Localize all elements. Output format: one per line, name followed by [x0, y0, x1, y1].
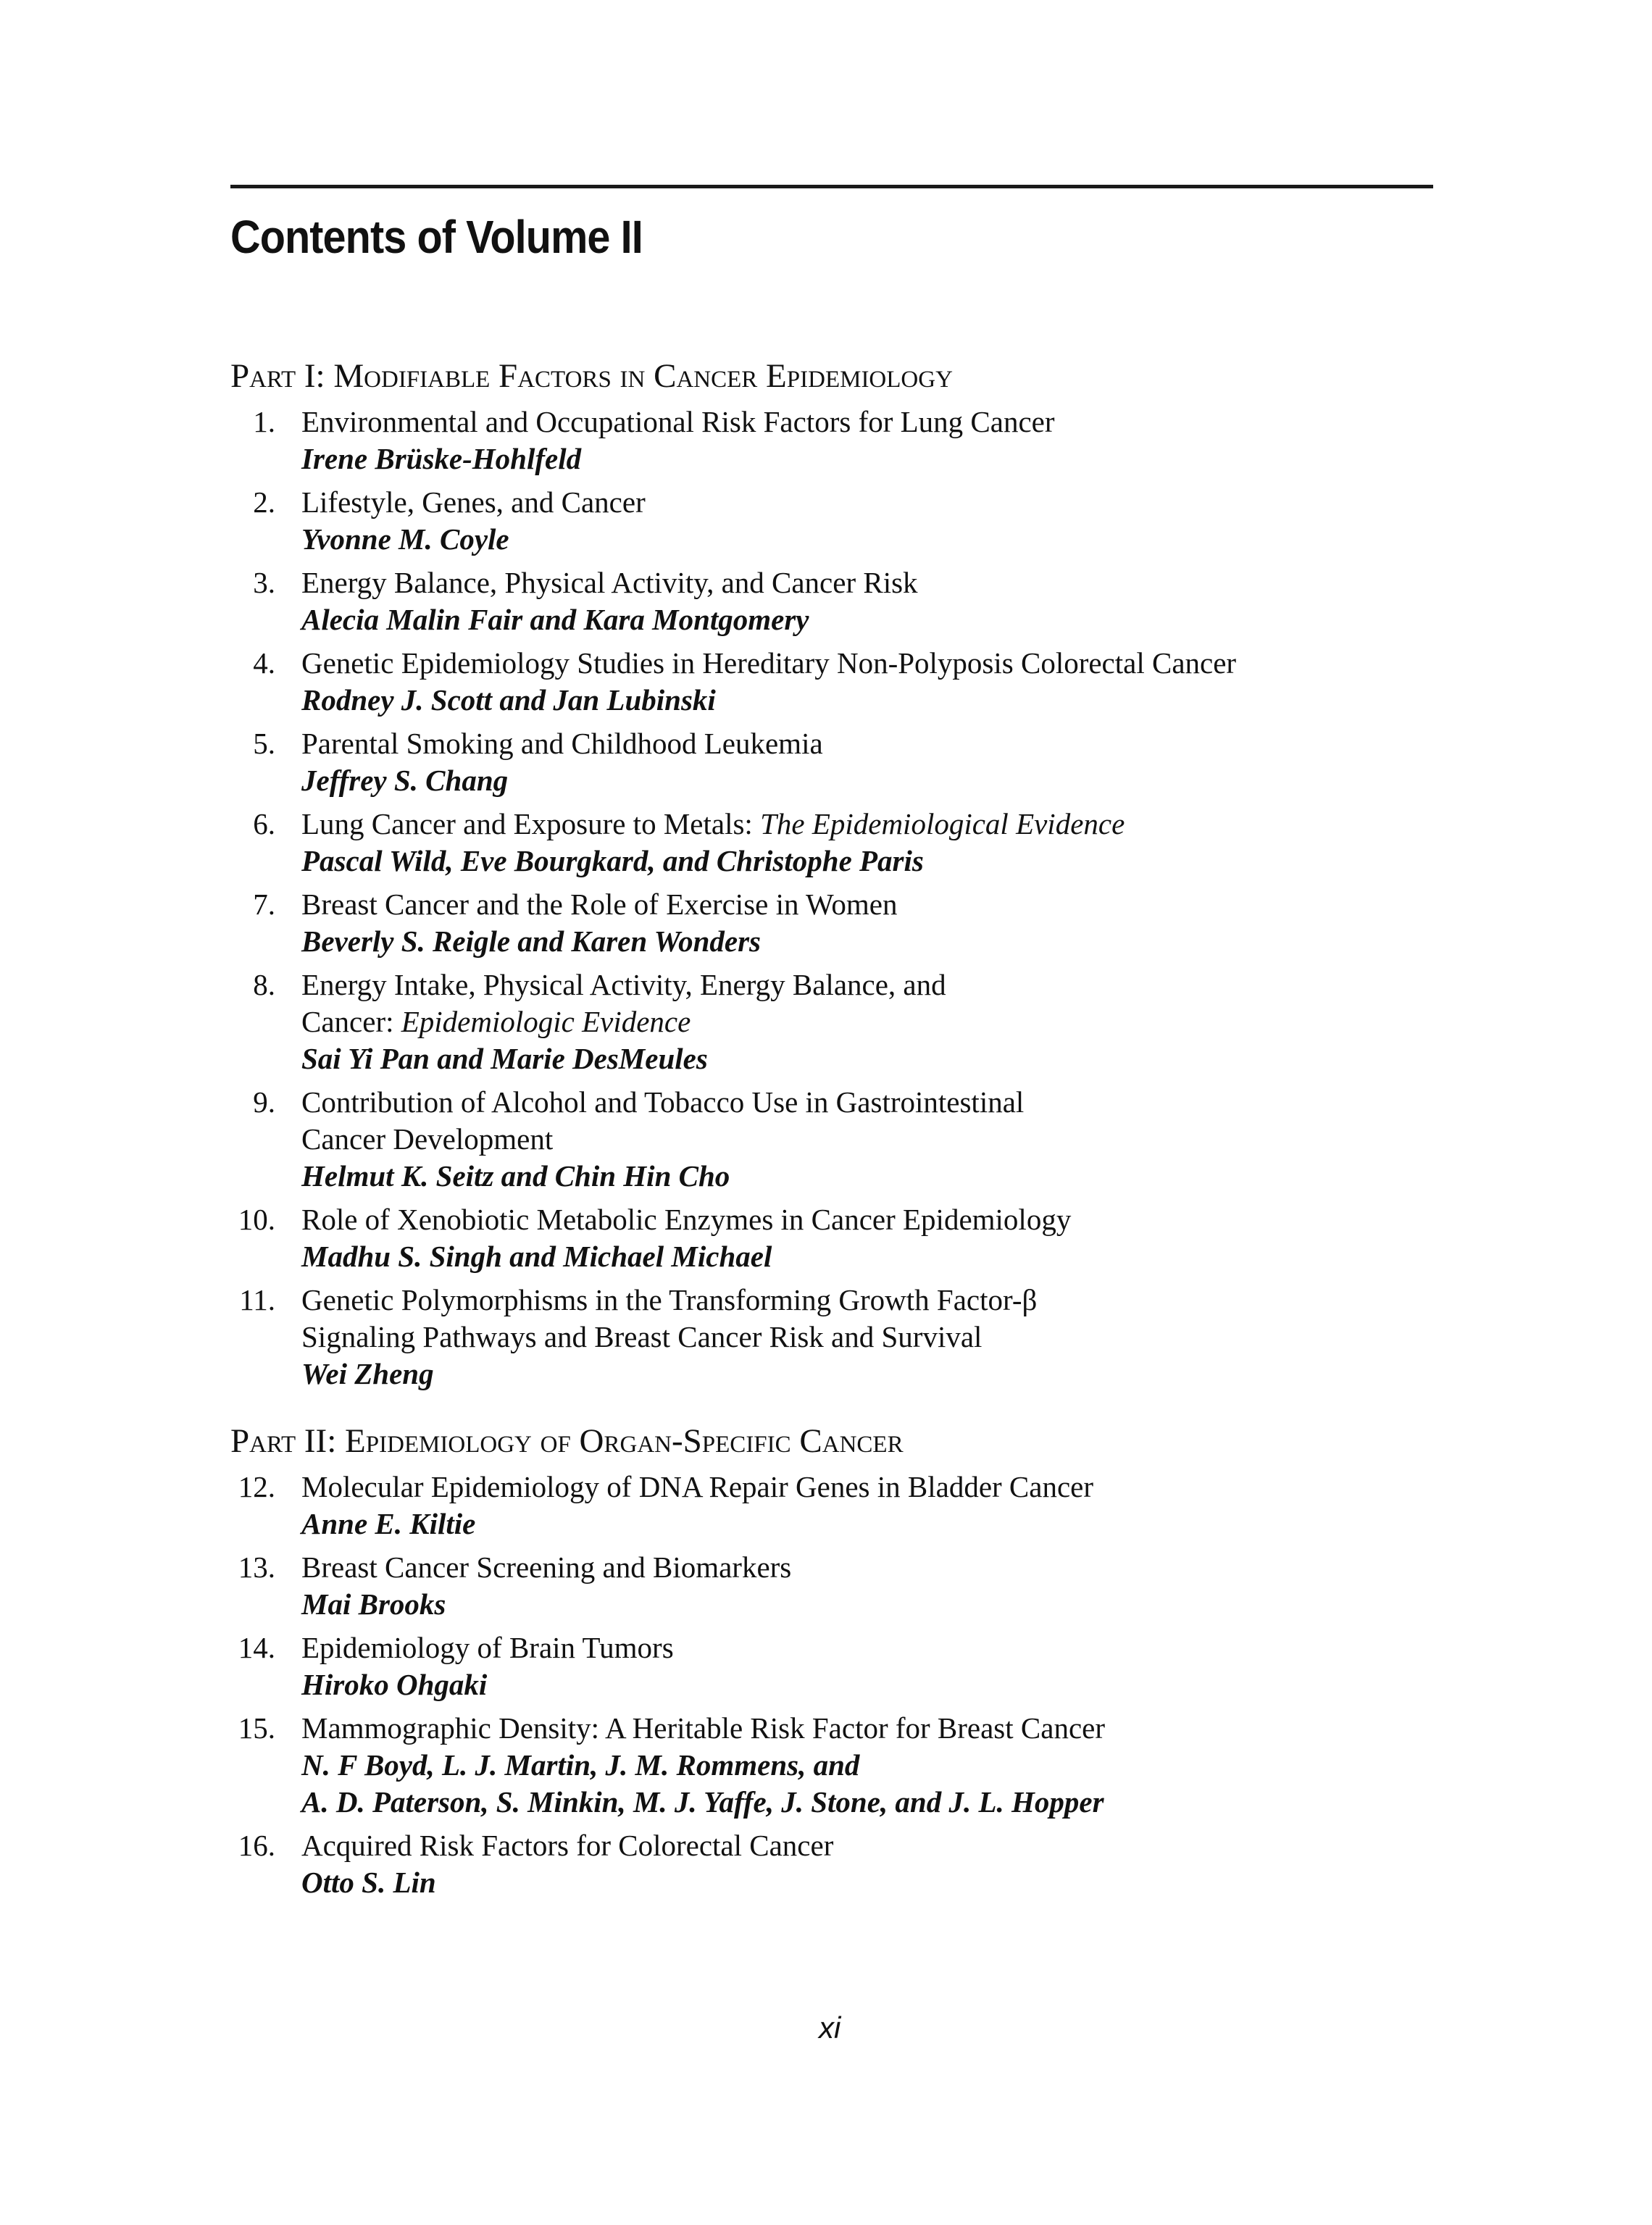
chapter-title-line [301, 564, 1462, 601]
chapter-title-text: Breast Cancer and the Role of Exercise in Women [301, 888, 898, 921]
chapter-title-line [301, 645, 1462, 682]
chapter-entry [230, 1084, 1462, 1195]
page-number: xi [819, 2011, 841, 2045]
chapter-entry [230, 1469, 1462, 1543]
chapter-authors: Helmut K. Seitz and Chin Hin Cho [301, 1159, 730, 1193]
chapter-entry [230, 564, 1462, 638]
header-rule [230, 185, 1433, 188]
chapter-authors: A. D. Paterson, S. Minkin, M. J. Yaffe, J. Stone, and J. L. Hopper [301, 1785, 1104, 1819]
chapter-entry [230, 1710, 1462, 1821]
chapter-entry [230, 1549, 1462, 1623]
chapter-number: 5. [253, 727, 275, 760]
chapter-title [301, 725, 1462, 762]
chapter-number: 12. [238, 1470, 275, 1503]
chapter-title [301, 1549, 1462, 1586]
chapter-title-line [301, 404, 1462, 441]
chapter-entry [230, 886, 1462, 960]
chapter-title-text: Genetic Epidemiology Studies in Hereditary Non-Polyposis Colorectal Cancer [301, 646, 1237, 680]
chapter-title [301, 1710, 1462, 1747]
chapter-list [230, 404, 1462, 1393]
chapter-number: 3. [253, 566, 275, 599]
chapter-entry [230, 1201, 1462, 1275]
page-title: Contents of Volume II [230, 211, 643, 263]
part-heading: Part I: Modifiable Factors in Cancer Epidemiology [230, 357, 953, 395]
chapter-title-line [301, 1469, 1462, 1506]
chapter-entry [230, 645, 1462, 719]
chapter-authors: Sai Yi Pan and Marie DesMeules [301, 1042, 708, 1075]
chapter-number: 14. [238, 1631, 275, 1664]
chapter-title-text: Cancer: [301, 1005, 401, 1038]
chapter-title [301, 1201, 1462, 1238]
chapter-title-line [301, 967, 1462, 1003]
chapter-title-text: Energy Intake, Physical Activity, Energy Balance, and [301, 968, 946, 1001]
chapter-title-line [301, 484, 1462, 521]
chapter-title [301, 1469, 1462, 1506]
chapter-authors: Pascal Wild, Eve Bourgkard, and Christophe Paris [301, 844, 924, 877]
chapter-number: 9. [253, 1085, 275, 1119]
chapter-number: 7. [253, 888, 275, 921]
chapter-number: 4. [253, 646, 275, 680]
chapter-title-line [301, 1549, 1462, 1586]
chapter-authors: Wei Zheng [301, 1357, 434, 1390]
chapter-number: 16. [238, 1829, 275, 1862]
chapter-title-line [301, 1084, 1462, 1121]
chapter-title-text: Parental Smoking and Childhood Leukemia [301, 727, 823, 760]
chapter-entry [230, 1827, 1462, 1901]
chapter-authors: N. F Boyd, L. J. Martin, J. M. Rommens, and [301, 1748, 860, 1782]
chapter-title [301, 484, 1462, 521]
chapter-authors: Beverly S. Reigle and Karen Wonders [301, 924, 761, 958]
chapter-number: 10. [238, 1203, 275, 1236]
chapter-subtitle: Epidemiologic Evidence [401, 1005, 691, 1038]
chapter-title-text: Signaling Pathways and Breast Cancer Risk and Survival [301, 1320, 983, 1353]
chapter-number: 11. [239, 1283, 275, 1316]
chapter-authors: Alecia Malin Fair and Kara Montgomery [301, 603, 809, 636]
chapter-entry [230, 967, 1462, 1077]
chapter-number: 1. [253, 405, 275, 438]
chapter-title-text: Cancer Development [301, 1122, 554, 1156]
chapter-title-text: Molecular Epidemiology of DNA Repair Genes in Bladder Cancer [301, 1470, 1094, 1503]
chapter-title-text: Acquired Risk Factors for Colorectal Cancer [301, 1829, 834, 1862]
chapter-title-line [301, 1121, 1462, 1158]
chapter-title [301, 1827, 1462, 1864]
chapter-title-text: Lung Cancer and Exposure to Metals: [301, 807, 761, 840]
chapter-entry [230, 806, 1462, 880]
table-of-contents [230, 355, 1462, 1901]
chapter-number: 13. [238, 1550, 275, 1584]
chapter-title-line [301, 725, 1462, 762]
chapter-list [230, 1469, 1462, 1901]
chapter-authors: Mai Brooks [301, 1587, 446, 1621]
chapter-title-line [301, 1282, 1462, 1319]
chapter-title [301, 1084, 1462, 1158]
chapter-entry [230, 1629, 1462, 1703]
chapter-entry [230, 404, 1462, 477]
chapter-entry [230, 725, 1462, 799]
chapter-title-line [301, 886, 1462, 923]
chapter-title [301, 564, 1462, 601]
chapter-title-line [301, 806, 1462, 843]
chapter-authors: Rodney J. Scott and Jan Lubinski [301, 683, 716, 717]
chapter-title-text: Genetic Polymorphisms in the Transforming Growth Factor-β [301, 1283, 1038, 1316]
chapter-number: 2. [253, 485, 275, 519]
chapter-subtitle: The Epidemiological Evidence [760, 807, 1125, 840]
chapter-title [301, 967, 1462, 1040]
chapter-authors: Anne E. Kiltie [301, 1507, 476, 1540]
chapter-title [301, 404, 1462, 441]
chapter-authors: Madhu S. Singh and Michael Michael [301, 1240, 772, 1273]
chapter-title-text: Lifestyle, Genes, and Cancer [301, 485, 646, 519]
chapter-title-text: Role of Xenobiotic Metabolic Enzymes in Cancer Epidemiology [301, 1203, 1072, 1236]
chapter-title-text: Energy Balance, Physical Activity, and Cancer Risk [301, 566, 918, 599]
part-heading: Part II: Epidemiology of Organ-Specific Cancer [230, 1422, 904, 1460]
chapter-title [301, 1629, 1462, 1666]
chapter-authors: Yvonne M. Coyle [301, 522, 509, 556]
chapter-title-text: Breast Cancer Screening and Biomarkers [301, 1550, 792, 1584]
chapter-authors: Jeffrey S. Chang [301, 764, 509, 797]
chapter-title-line [301, 1201, 1462, 1238]
chapter-entry [230, 484, 1462, 558]
chapter-title [301, 1282, 1462, 1356]
chapter-title [301, 806, 1462, 843]
chapter-entry [230, 1282, 1462, 1393]
chapter-title-line [301, 1003, 1462, 1040]
chapter-title-line [301, 1827, 1462, 1864]
chapter-title-text: Environmental and Occupational Risk Factors for Lung Cancer [301, 405, 1055, 438]
chapter-title-text: Mammographic Density: A Heritable Risk Factor for Breast Cancer [301, 1711, 1106, 1745]
chapter-authors: Otto S. Lin [301, 1866, 436, 1899]
chapter-authors: Irene Brüske-Hohlfeld [301, 442, 582, 475]
chapter-title [301, 645, 1462, 682]
chapter-title-text: Epidemiology of Brain Tumors [301, 1631, 674, 1664]
chapter-number: 15. [238, 1711, 275, 1745]
chapter-authors: Hiroko Ohgaki [301, 1668, 488, 1701]
chapter-title-line [301, 1710, 1462, 1747]
chapter-title [301, 886, 1462, 923]
chapter-title-text: Contribution of Alcohol and Tobacco Use in Gastrointestinal [301, 1085, 1025, 1119]
chapter-title-line [301, 1629, 1462, 1666]
chapter-title-line [301, 1319, 1462, 1356]
chapter-number: 6. [253, 807, 275, 840]
chapter-number: 8. [253, 968, 275, 1001]
